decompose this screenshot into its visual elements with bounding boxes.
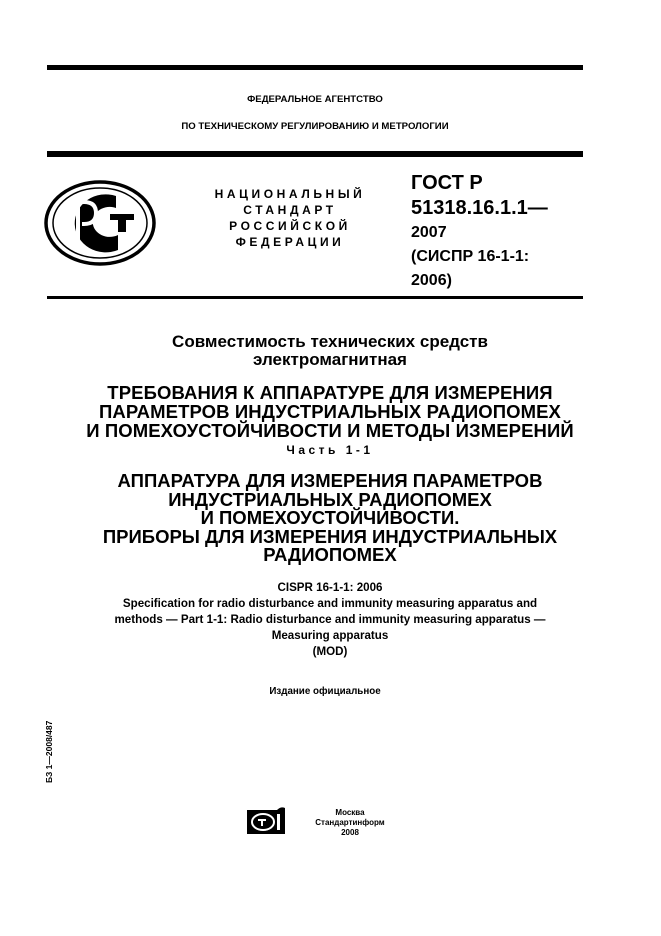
edition-label: Издание официальное (269, 686, 381, 697)
cispr-line: CISPR 16-1-1: 2006 (277, 581, 383, 594)
agency-name-line1: ФЕДЕРАЛЬНОЕ АГЕНТСТВО (247, 94, 383, 105)
national-standard-line: ФЕДЕРАЦИИ (235, 235, 345, 249)
gost-r-logo-icon (44, 180, 156, 271)
publisher-city: Москва (335, 808, 365, 817)
publisher-name: Стандартинформ (315, 818, 385, 827)
designation-line: 2007 (411, 224, 447, 241)
standard-block-rule (47, 296, 583, 299)
main-title-line: И ПОМЕХОУСТОЙЧИВОСТИ И МЕТОДЫ ИЗМЕРЕНИЙ (86, 420, 574, 441)
general-title-line: электромагнитная (253, 350, 407, 369)
cispr-line: Specification for radio disturbance and immunity measuring apparatus and (122, 597, 538, 610)
main-title-line: ПАРАМЕТРОВ ИНДУСТРИАЛЬНЫХ РАДИОПОМЕХ (99, 401, 561, 422)
general-title-line: Совместимость технических средств (172, 332, 488, 351)
part-label: Часть 1-1 (286, 443, 374, 457)
publisher-year: 2008 (341, 828, 359, 837)
part-title-line: АППАРАТУРА ДЛЯ ИЗМЕРЕНИЯ ПАРАМЕТРОВ (117, 470, 543, 491)
cispr-line: Measuring apparatus (271, 629, 389, 642)
publisher-info (300, 808, 400, 838)
designation-line: (СИСПР 16-1-1: (411, 248, 530, 265)
top-rule (47, 65, 583, 70)
side-code: БЗ 1—2008/487 (44, 720, 54, 783)
designation-line: 51318.16.1.1— (411, 197, 548, 219)
national-standard-line: НАЦИОНАЛЬНЫЙ (214, 187, 366, 201)
header-bottom-rule (47, 151, 583, 157)
part-title-line: РАДИОПОМЕХ (263, 544, 397, 565)
agency-name-line2: ПО ТЕХНИЧЕСКОМУ РЕГУЛИРОВАНИЮ И МЕТРОЛОГИИ (181, 121, 449, 132)
designation-line: 2006) (411, 272, 452, 289)
national-standard-label (195, 186, 385, 250)
standartinform-logo-icon (247, 806, 287, 841)
general-title (60, 333, 600, 369)
cispr-line: (MOD) (312, 645, 348, 658)
standard-designation (411, 171, 591, 293)
part-title-line: И ПОМЕХОУСТОЙЧИВОСТИ. (200, 507, 460, 528)
main-title-line: ТРЕБОВАНИЯ К АППАРАТУРЕ ДЛЯ ИЗМЕРЕНИЯ (107, 382, 553, 403)
part-title (55, 472, 605, 565)
main-title (55, 383, 605, 440)
part-title-line: ИНДУСТРИАЛЬНЫХ РАДИОПОМЕХ (168, 488, 492, 510)
cispr-line: methods — Part 1-1: Radio disturbance and immunity measuring apparatus — (114, 613, 546, 626)
part-title-line: ПРИБОРЫ ДЛЯ ИЗМЕРЕНИЯ ИНДУСТРИАЛЬНЫХ (102, 525, 558, 547)
designation-line: ГОСТ Р (411, 172, 483, 194)
national-standard-line: СТАНДАРТ (243, 203, 337, 217)
cispr-reference (60, 580, 600, 660)
national-standard-line: РОССИЙСКОЙ (229, 219, 351, 233)
